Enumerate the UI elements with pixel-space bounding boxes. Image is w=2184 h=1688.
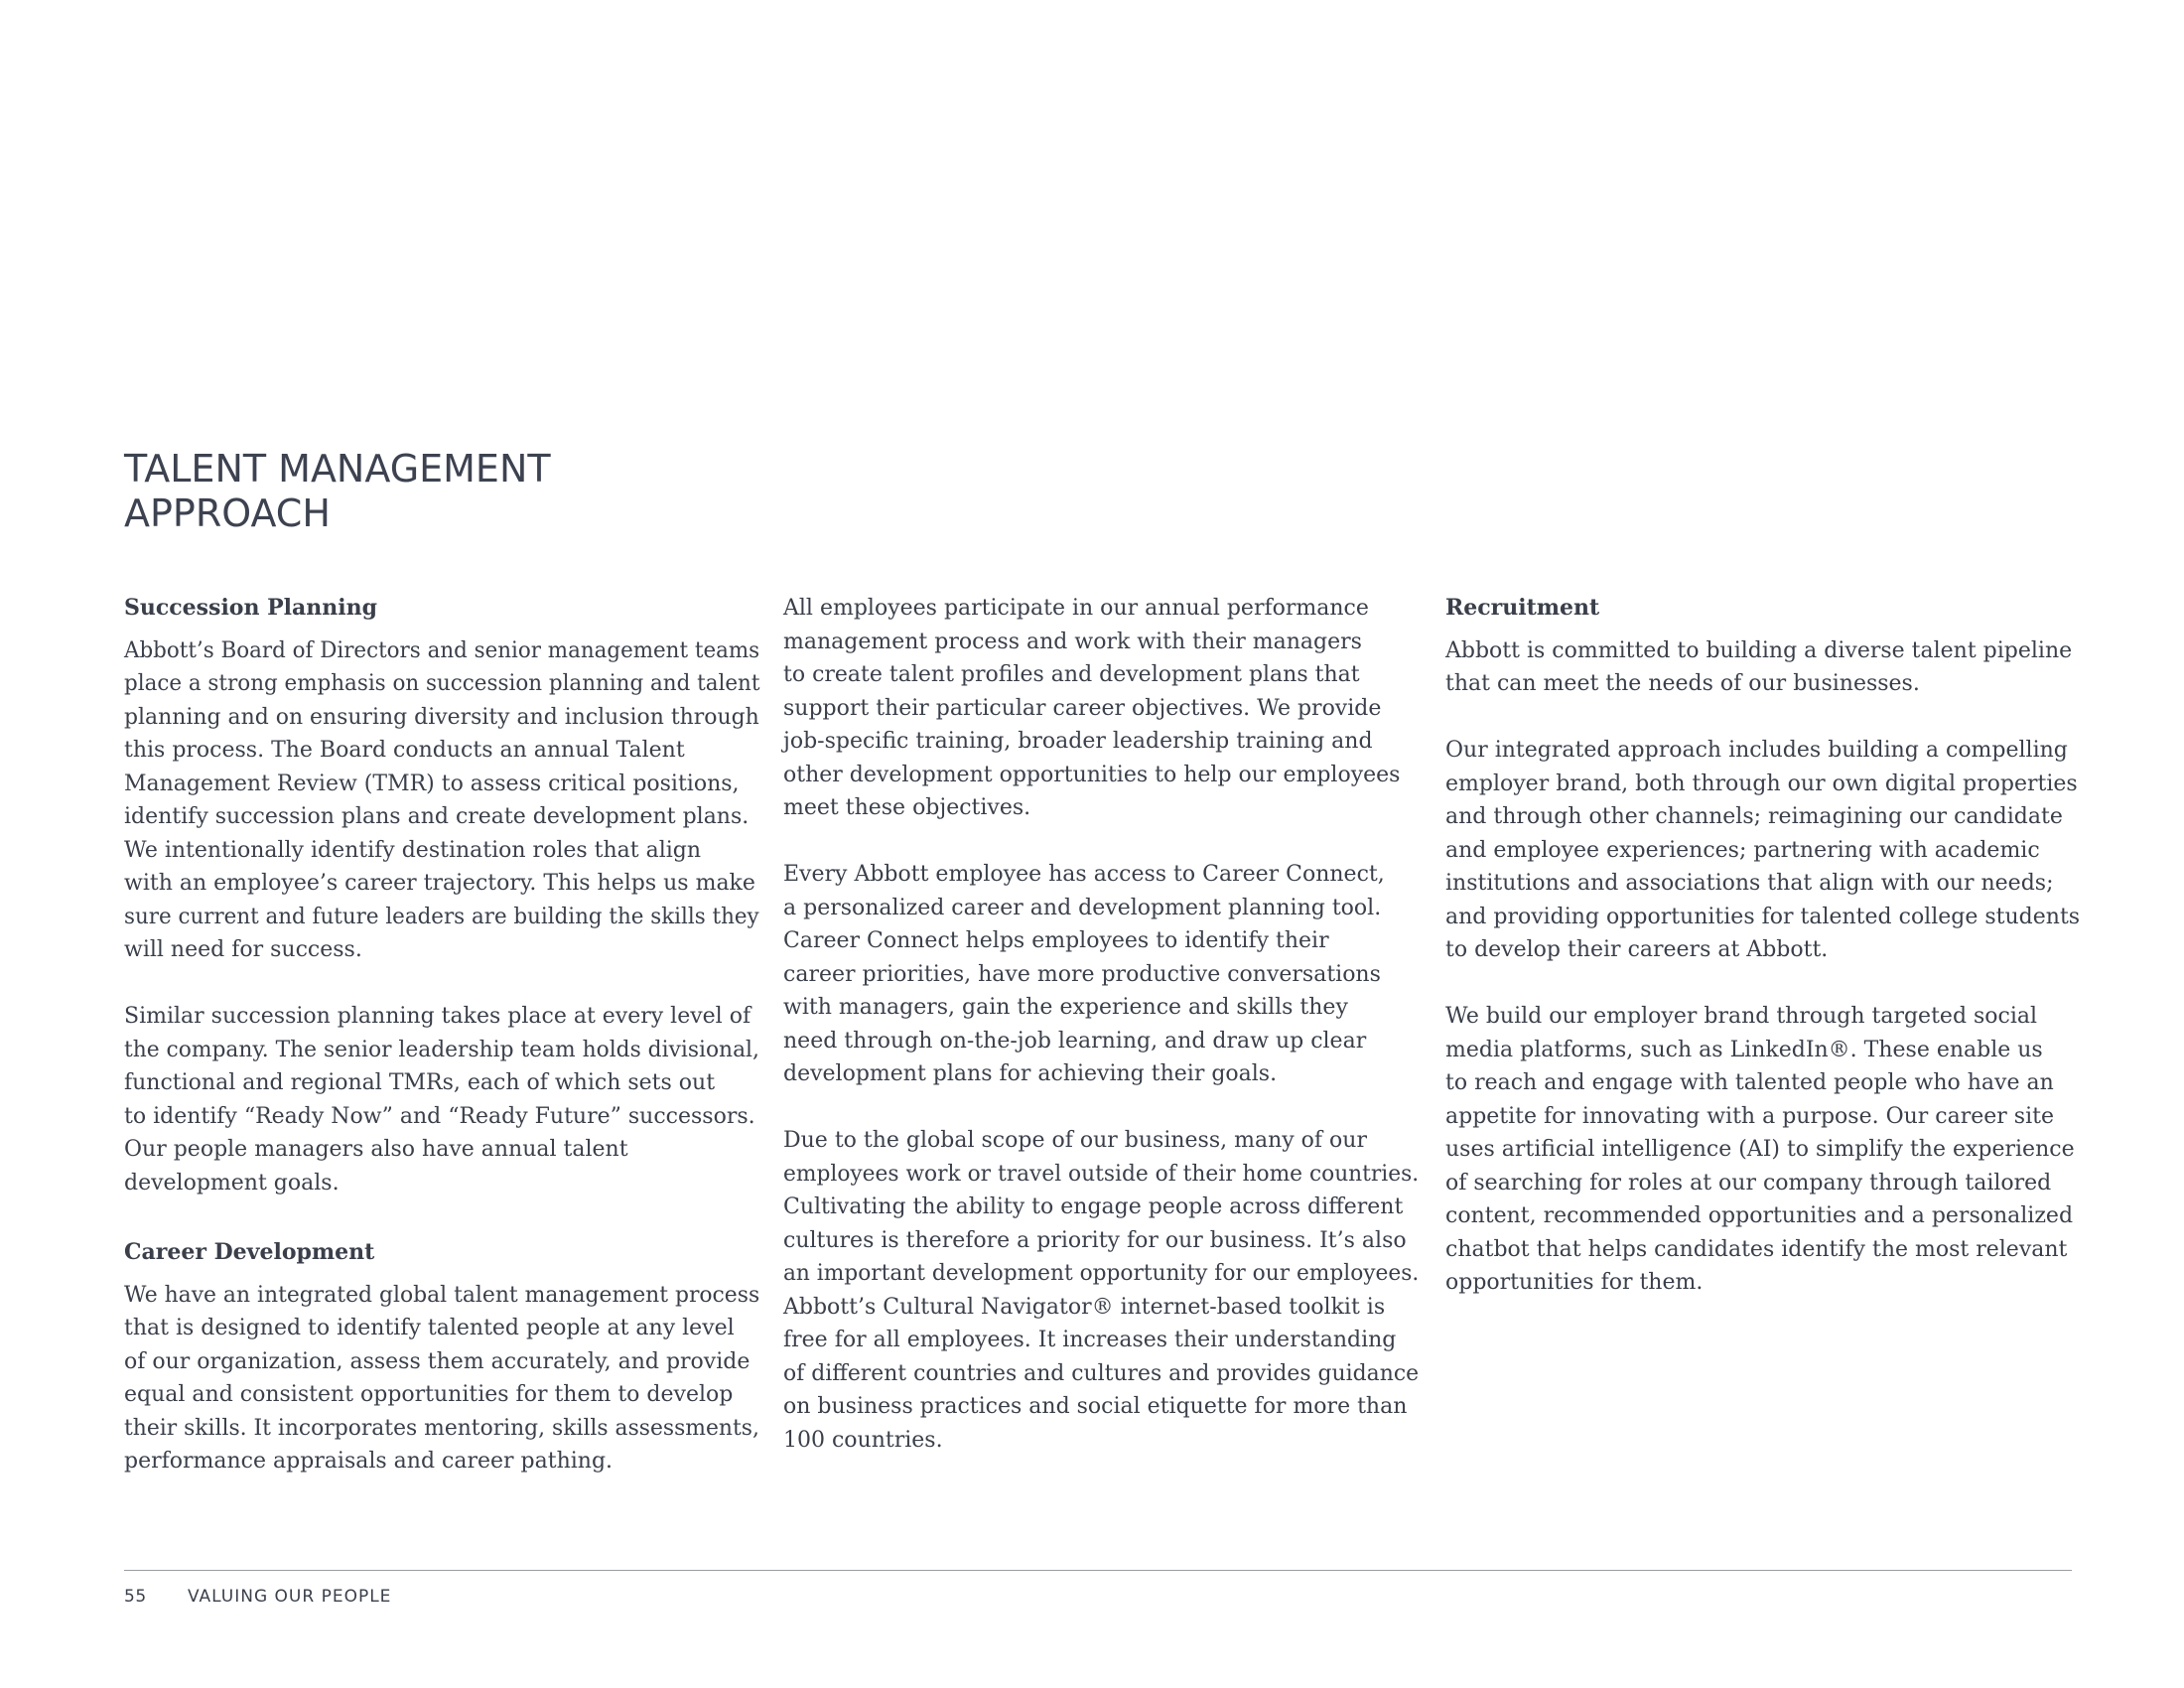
paragraph-integrated-approach: [1445, 734, 2091, 967]
text-line: on business practices and social etiquette for more than: [783, 1394, 1408, 1419]
text-line: their skills. It incorporates mentoring, skills assessments,: [124, 1415, 759, 1441]
text-line: content, recommended opportunities and a personalized: [1445, 1203, 2074, 1228]
text-line: 100 countries.: [783, 1427, 943, 1453]
text-line: equal and consistent opportunities for them to develop: [124, 1382, 734, 1407]
column-middle: [783, 592, 1419, 1457]
text-line: with managers, gain the experience and skills they: [783, 995, 1348, 1020]
page-title-line-1: TALENT MANAGEMENT: [124, 447, 551, 491]
paragraph-employer-brand: [1445, 1000, 2091, 1300]
heading-career-development: Career Development: [124, 1239, 375, 1265]
text-line: Career Connect helps employees to identify their: [783, 928, 1329, 953]
text-line: Abbott is committed to building a diverse talent pipeline: [1445, 637, 2073, 663]
text-line: opportunities for them.: [1445, 1270, 1704, 1295]
text-line: Abbott’s Board of Directors and senior management teams: [124, 637, 760, 663]
text-line: We build our employer brand through targeted social: [1445, 1004, 2038, 1029]
text-line: employees work or travel outside of their home countries.: [783, 1161, 1420, 1187]
text-line: to create talent profiles and development plans that: [783, 662, 1360, 687]
text-line: of different countries and cultures and provides guidance: [783, 1360, 1420, 1386]
text-line: to develop their careers at Abbott.: [1445, 937, 1829, 962]
page-title-line-2: APPROACH: [124, 492, 331, 535]
text-line: to reach and engage with talented people who have an: [1445, 1070, 2054, 1095]
paragraph-recruitment-intro: [1445, 634, 2091, 701]
paragraph-gap: [1445, 701, 2091, 735]
text-line: and providing opportunities for talented college students: [1445, 904, 2081, 929]
paragraph-career-connect: [783, 858, 1419, 1091]
text-line: job-specific training, broader leadership training and: [783, 729, 1373, 754]
text-line: planning and on ensuring diversity and inclusion through: [124, 704, 759, 730]
text-line: support their particular career objectives. We provide: [783, 695, 1382, 721]
paragraph-gap: [124, 1199, 759, 1236]
text-line: career priorities, have more productive conversations: [783, 961, 1381, 987]
text-line: institutions and associations that align with our needs;: [1445, 871, 2054, 896]
text-line: Cultivating the ability to engage people across different: [783, 1195, 1404, 1219]
text-line: employer brand, both through our own digital properties: [1445, 771, 2078, 796]
text-line: and through other channels; reimagining our candidate: [1445, 804, 2063, 829]
text-line: identify succession plans and create development plans.: [124, 804, 750, 829]
text-line: need through on-the-job learning, and draw up clear: [783, 1028, 1367, 1054]
paragraph-performance-management: [783, 592, 1419, 825]
text-line: sure current and future leaders are building the skills they: [124, 904, 759, 929]
text-line: free for all employees. It increases their understanding: [783, 1328, 1397, 1352]
text-line: an important development opportunity for our employees.: [783, 1261, 1420, 1286]
text-line: uses artificial intelligence (AI) to simplify the experience: [1445, 1137, 2075, 1162]
page-number: 55: [124, 1587, 147, 1607]
text-line: We have an integrated global talent management process: [124, 1282, 760, 1308]
text-line: functional and regional TMRs, each of which sets out: [124, 1070, 716, 1095]
text-line: Due to the global scope of our business, many of our: [783, 1128, 1367, 1153]
text-line: with an employee’s career trajectory. This helps us make: [124, 871, 755, 896]
text-line: Every Abbott employee has access to Career Connect,: [783, 862, 1385, 887]
text-line: and employee experiences; partnering with academic: [1445, 837, 2040, 863]
text-line: Management Review (TMR) to assess critical positions,: [124, 771, 740, 796]
text-line: meet these objectives.: [783, 795, 1031, 820]
paragraph-gap: [1445, 967, 2091, 1001]
text-line: Our people managers also have annual talent: [124, 1137, 628, 1162]
paragraph-career-development: [124, 1279, 759, 1478]
text-line: to identify “Ready Now” and “Ready Future” successors.: [124, 1103, 755, 1129]
text-line: will need for success.: [124, 937, 362, 962]
text-line: media platforms, such as LinkedIn®. These enable us: [1445, 1037, 2043, 1062]
text-line: All employees participate in our annual performance: [783, 596, 1369, 621]
heading-succession-planning: Succession Planning: [124, 595, 378, 621]
text-line: of our organization, assess them accurately, and provide: [124, 1348, 751, 1374]
heading-recruitment: Recruitment: [1445, 595, 1600, 621]
text-line: Abbott’s Cultural Navigator® internet-based toolkit is: [783, 1294, 1386, 1320]
text-line: chatbot that helps candidates identify the most relevant: [1445, 1236, 2068, 1262]
paragraph-gap: [783, 825, 1419, 859]
page-title: [124, 447, 551, 536]
text-line: Similar succession planning takes place at every level of: [124, 1004, 751, 1029]
text-line: development plans for achieving their goals.: [783, 1061, 1278, 1086]
text-line: performance appraisals and career pathing.: [124, 1449, 614, 1474]
text-line: this process. The Board conducts an annual Talent: [124, 738, 685, 763]
text-line: development goals.: [124, 1170, 340, 1196]
text-line: cultures is therefore a priority for our business. It’s also: [783, 1227, 1407, 1253]
text-line: We intentionally identify destination roles that align: [124, 837, 702, 863]
footer-divider: [124, 1570, 2072, 1571]
text-line: that can meet the needs of our businesses.: [1445, 671, 1920, 696]
text-line: the company. The senior leadership team holds divisional,: [124, 1037, 759, 1062]
footer-section-name: VALUING OUR PEOPLE: [188, 1587, 392, 1607]
text-line: Our integrated approach includes building a compelling: [1445, 738, 2068, 763]
paragraph-gap: [783, 1091, 1419, 1125]
text-line: place a strong emphasis on succession planning and talent: [124, 671, 760, 696]
paragraph-cultural-navigator: [783, 1124, 1419, 1457]
paragraph-succession-planning: [124, 634, 759, 967]
text-line: other development opportunities to help our employees: [783, 762, 1401, 787]
column-left: [124, 592, 759, 1478]
text-line: that is designed to identify talented people at any level: [124, 1316, 735, 1340]
paragraph-succession-levels: [124, 1000, 759, 1199]
text-line: a personalized career and development planning tool.: [783, 895, 1382, 920]
text-line: of searching for roles at our company through tailored: [1445, 1170, 2052, 1196]
column-right: [1445, 592, 2091, 1300]
text-line: appetite for innovating with a purpose. Our career site: [1445, 1103, 2054, 1129]
text-line: management process and work with their managers: [783, 629, 1362, 654]
paragraph-gap: [124, 967, 759, 1001]
